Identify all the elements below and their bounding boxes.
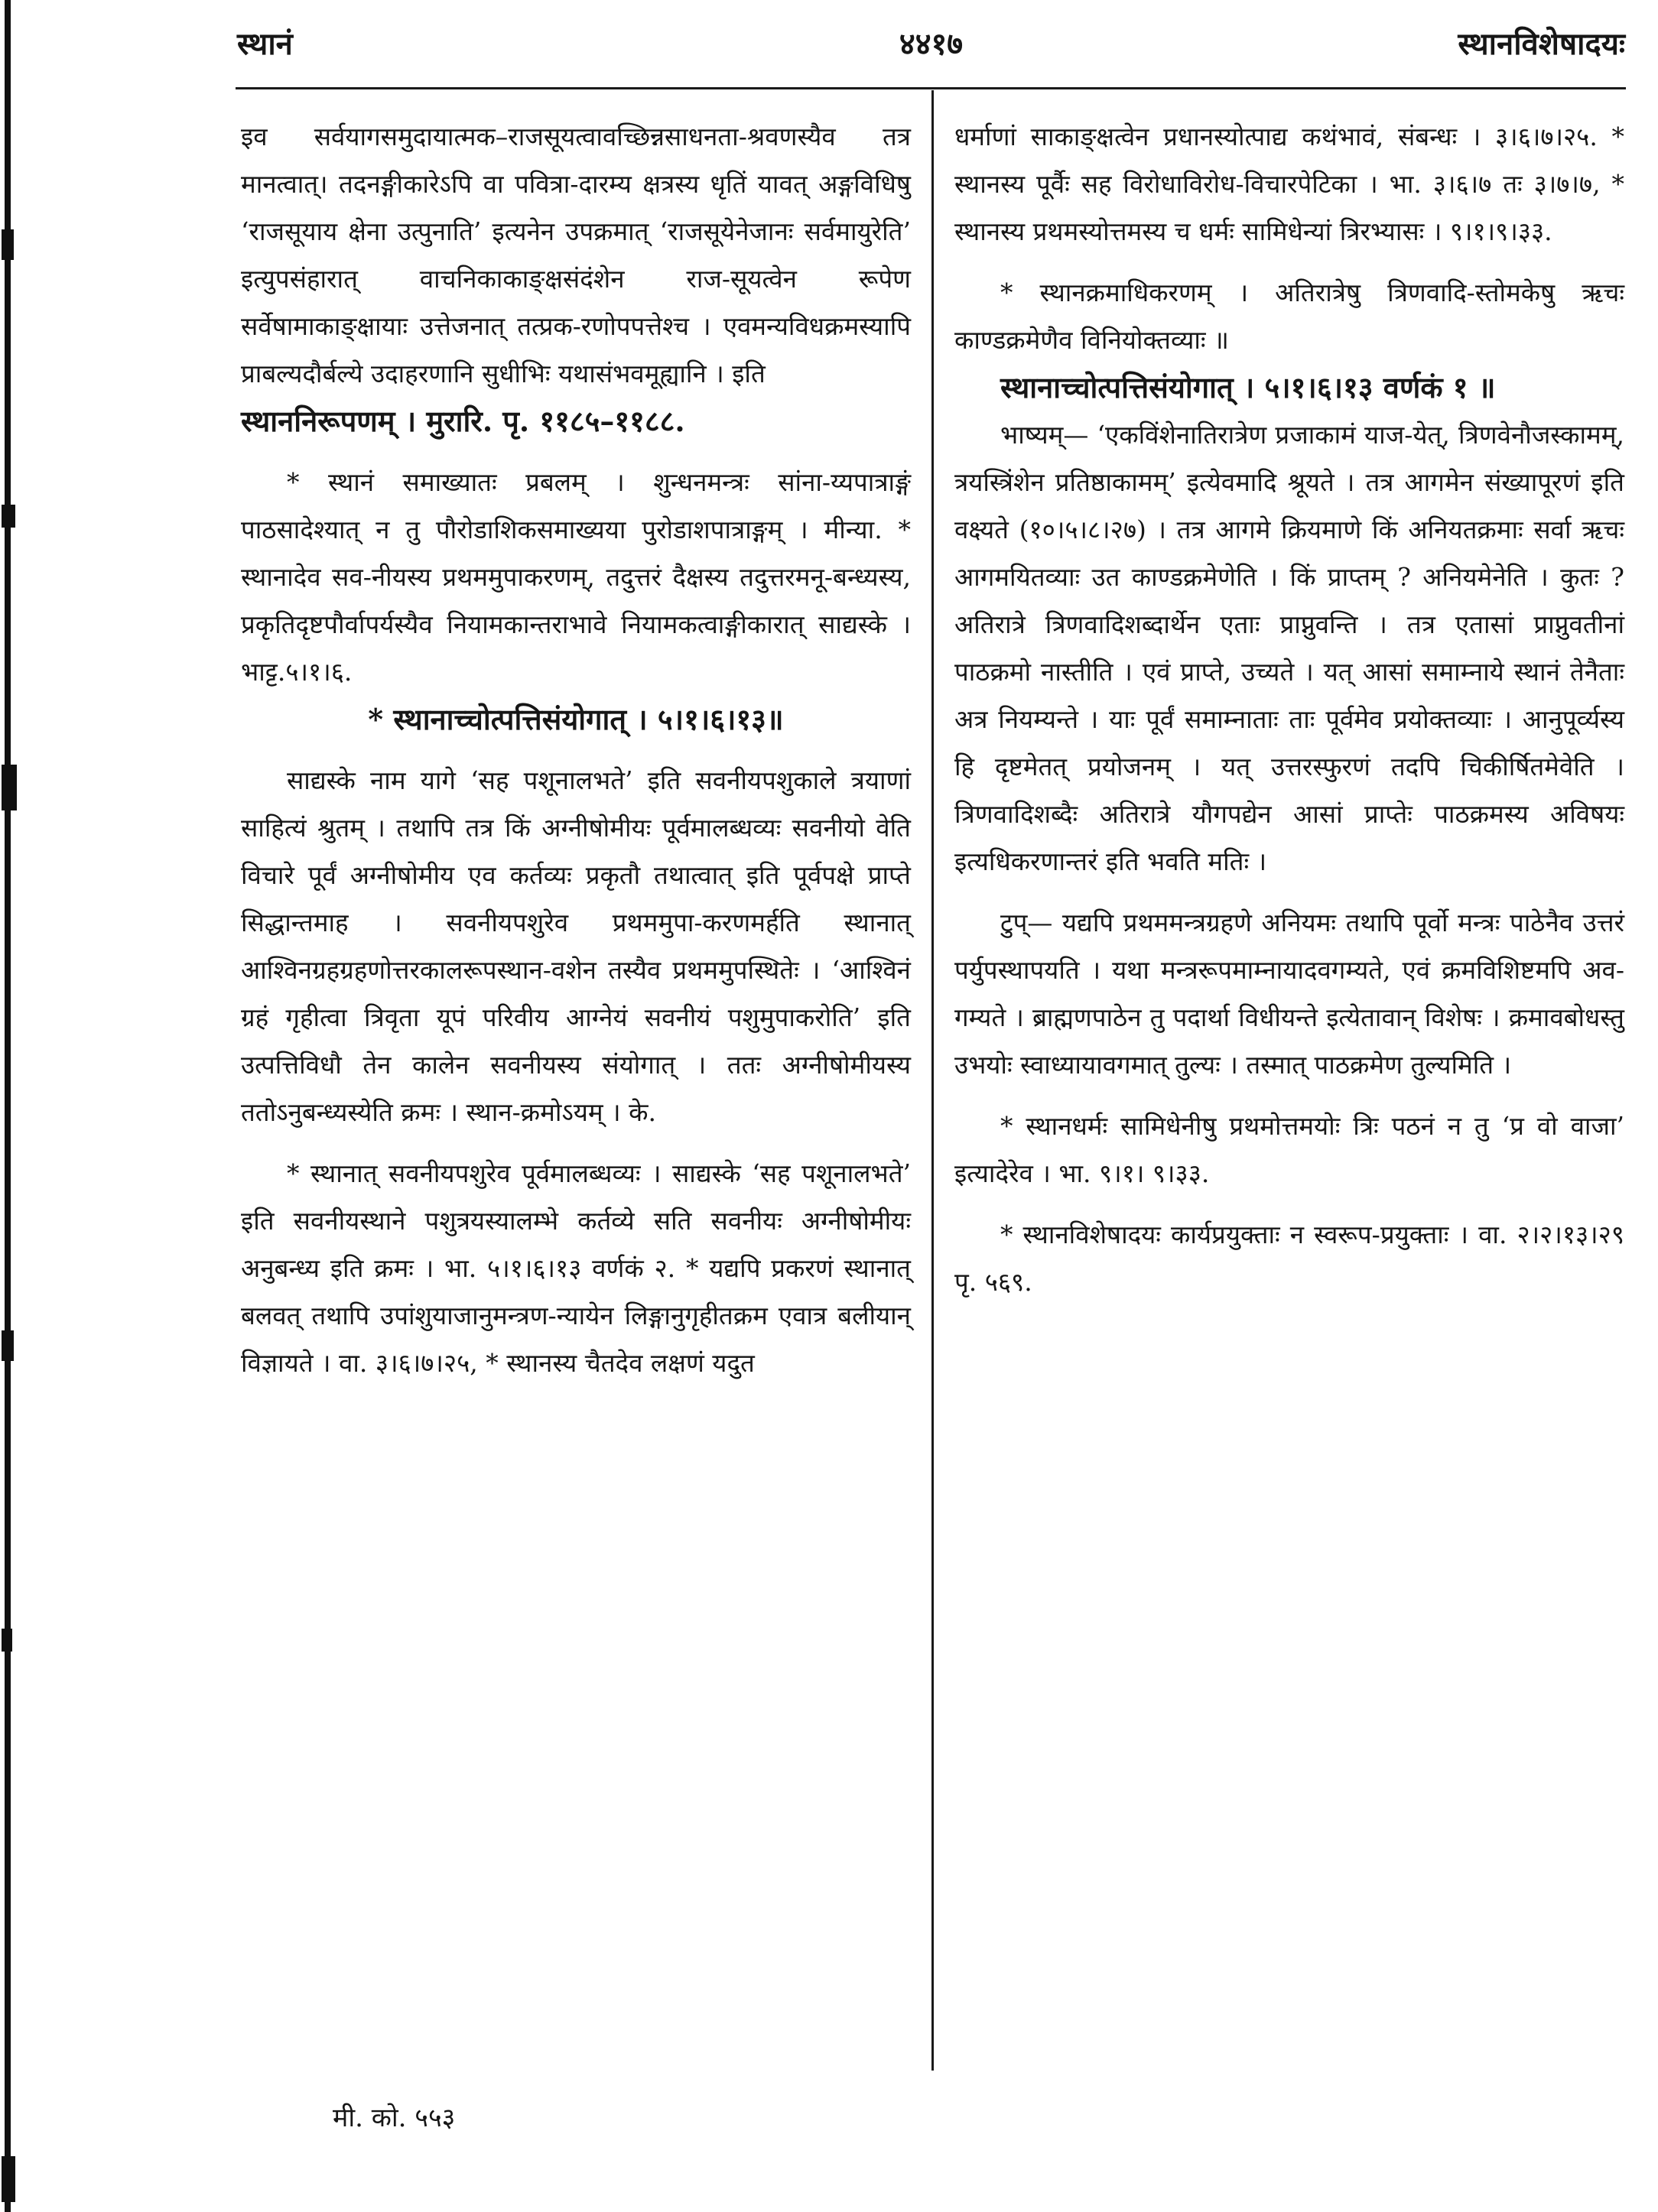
column-divider (931, 90, 934, 2071)
section-heading: स्थानाच्चोत्पत्तिसंयोगात् । ५।१।६।१३ वर्णकं १ ॥ (1000, 370, 1496, 404)
header-left-keyword: स्थानं (237, 26, 293, 62)
left-column (241, 113, 911, 1387)
paragraph: साद्यस्के नाम यागे ‘सह पशूनालभते’ इति सवनीयपशुकाले त्रयाणां साहित्यं श्रुतम् । तथापि तत्र किं अग्नीषोमीयः पूर्वमालब्धव्यः सवनीयो वेति विचारे पूर्वं अग्नीषोमीय एव कर्तव्यः प्रकृतौ तथात्वात् इति पूर्वपक्षे प्राप्ते सिद्धान्तमाह । सवनीयपशुरेव प्रथममुपा-करणमर्हति स्थानात् आश्विनग्रहग्रहणोत्तरकालरूपस्थान-वशेन तस्यैव प्रथममुपस्थितेः । ‘आश्विनं ग्रहं गृहीत्वा त्रिवृता यूपं परिवीय आग्नेयं सवनीयं पशुमुपाकरोति’ इति उत्पत्तिविधौ तेन कालेन सवनीयस्य संयोगात् । ततः अग्नीषोमीयस्य ततोऽनुबन्ध्यस्येति क्रमः । स्थान-क्रमोऽयम् । के. (241, 765, 911, 1127)
section-heading: * स्थानाच्चोत्पत्तिसंयोगात् । ५।१।६।१३॥ (368, 702, 784, 736)
book-spine-shadow (0, 0, 20, 2212)
paragraph: * स्थानं समाख्यातः प्रबलम् । शुन्धनमन्त्रः सांना-य्यपात्राङ्गं पाठसादेश्यात् न तु पौरोडाशिकसमाख्यया पुरोडाशपात्राङ्गम् । मीन्या. * स्थानादेव सव-नीयस्य प्रथममुपाकरणम्, तदुत्तरं दैक्षस्य तदुत्तरमनू-बन्ध्यस्य, प्रकृतिदृष्टपौर्वापर्यस्यैव नियामकान्तराभावे नियामकत्वाङ्गीकारात् साद्यस्के । भाट्ट.५।१।६. (241, 467, 911, 687)
right-column (954, 113, 1624, 1306)
footer-signature: मी. को. ५५३ (333, 2103, 456, 2133)
paragraph: स्थाननिरूपणम् । मुरारि. पृ. ११८५–११८८. (241, 404, 685, 438)
paragraph: टुप्— यद्यपि प्रथममन्त्रग्रहणे अनियमः तथापि पूर्वो मन्त्रः पाठेनैव उत्तरं पर्युपस्थापयति । यथा मन्त्ररूपमाम्नायादवगम्यते, एवं क्रमविशिष्टमपि अव-गम्यते । ब्राह्मणपाठेन तु पदार्था विधीयन्ते इत्येतावान् विशेषः । क्रमावबोधस्तु उभयोः स्वाध्यायावगमात् तुल्यः । तस्मात् पाठक्रमेण तुल्यमिति । (954, 908, 1624, 1080)
header-right-keyword: स्थानविशेषादयः (1458, 26, 1625, 62)
header-rule (236, 87, 1626, 89)
paragraph: भाष्यम्— ‘एकविंशेनातिरात्रेण प्रजाकामं याज-येत्, त्रिणवेनौजस्कामम्, त्रयस्त्रिंशेन प्रतिष्ठाकामम्’ इत्येवमादि श्रूयते । तत्र आगमेन संख्यापूरणं इति वक्ष्यते (१०।५।८।२७) । तत्र आगमे क्रियमाणे किं अनियतक्रमाः सर्वा ऋचः आगमयितव्याः उत काण्डक्रमेणेति । किं प्राप्तम् ? अनियमेनेति । कुतः ? अतिरात्रे त्रिणवादिशब्दार्थेन एताः प्राप्नुवन्ति । तत्र एतासां प्राप्नुवतीनां पाठक्रमो नास्तीति । एवं प्राप्ते, उच्यते । यत् आसां समाम्नाये स्थानं तेनैताः अत्र नियम्यन्ते । याः पूर्वं समाम्नाताः ताः पूर्वमेव प्रयोक्तव्याः । आनुपूर्व्यस्य हि दृष्टमेतत् प्रयोजनम् । यत् उत्तरस्फुरणं तदपि चिकीर्षितमेवेति । त्रिणवादिशब्दैः अतिरात्रे यौगपद्येन आसां प्राप्तेः पाठक्रमस्य अविषयः इत्यधिकरणान्तरं इति भवति मतिः । (954, 420, 1624, 876)
paragraph: * स्थानात् सवनीयपशुरेव पूर्वमालब्धव्यः । साद्यस्के ‘सह पशूनालभते’ इति सवनीयस्थाने पशुत्रयस्यालम्भे कर्तव्ये सति सवनीयः अग्नीषोमीयः अनुबन्ध्य इति क्रमः । भा. ५।१।६।१३ वर्णकं २. * यद्यपि प्रकरणं स्थानात् बलवत् तथापि उपांशुयाजानुमन्त्रण-न्यायेन लिङ्गानुगृहीतक्रम एवात्र बलीयान् विज्ञायते । वा. ३।६।७।२५, * स्थानस्य चैतदेव लक्षणं यदुत (241, 1158, 911, 1378)
paragraph: इव सर्वयागसमुदायात्मक–राजसूयत्वावच्छिन्नसाधनता-श्रवणस्यैव तत्र मानत्वात्। तदनङ्गीकारेऽपि वा पवित्रा-दारम्य क्षत्रस्य धृतिं यावत् अङ्गविधिषु ‘राजसूयाय क्षेना उत्पुनाति’ इत्यनेन उपक्रमात् ‘राजसूयेनेजानः सर्वमायुरेति’ इत्युपसंहारात् वाचनिकाकाङ्क्षसंदंशेन राज-सूयत्वेन रूपेण सर्वेषामाकाङ्क्षायाः उत्तेजनात् तत्प्रक-रणोपपत्तेश्च । एवमन्यविधक्रमस्यापि प्राबल्यदौर्बल्ये उदाहरणानि सुधीभिः यथासंभवमूह्यानि । इति (241, 122, 911, 388)
paragraph: * स्थानक्रमाधिकरणम् । अतिरात्रेषु त्रिणवादि-स्तोमकेषु ऋचः काण्डक्रमेणैव विनियोक्तव्याः ॥ (954, 278, 1624, 355)
page-number: ४४१७ (899, 26, 964, 62)
running-header (237, 21, 1625, 67)
paragraph: धर्माणां साकाङ्क्षत्वेन प्रधानस्योत्पाद्य कथंभावं, संबन्धः । ३।६।७।२५. * स्थानस्य पूर्वैः सह विरोधाविरोध-विचारपेटिका । भा. ३।६।७ तः ३।७।७, * स्थानस्य प्रथमस्योत्तमस्य च धर्मः सामिधेन्यां त्रिरभ्यासः । ९।१।९।३३. (954, 122, 1624, 246)
paragraph: * स्थानविशेषादयः कार्यप्रयुक्ताः न स्वरूप-प्रयुक्ताः । वा. २।२।१३।२९ पृ. ५६९. (954, 1220, 1624, 1297)
paragraph: * स्थानधर्मः सामिधेनीषु प्रथमोत्तमयोः त्रिः पठनं न तु ‘प्र वो वाजा’ इत्यादेरेव । भा. ९।१। ९।३३. (954, 1111, 1624, 1188)
